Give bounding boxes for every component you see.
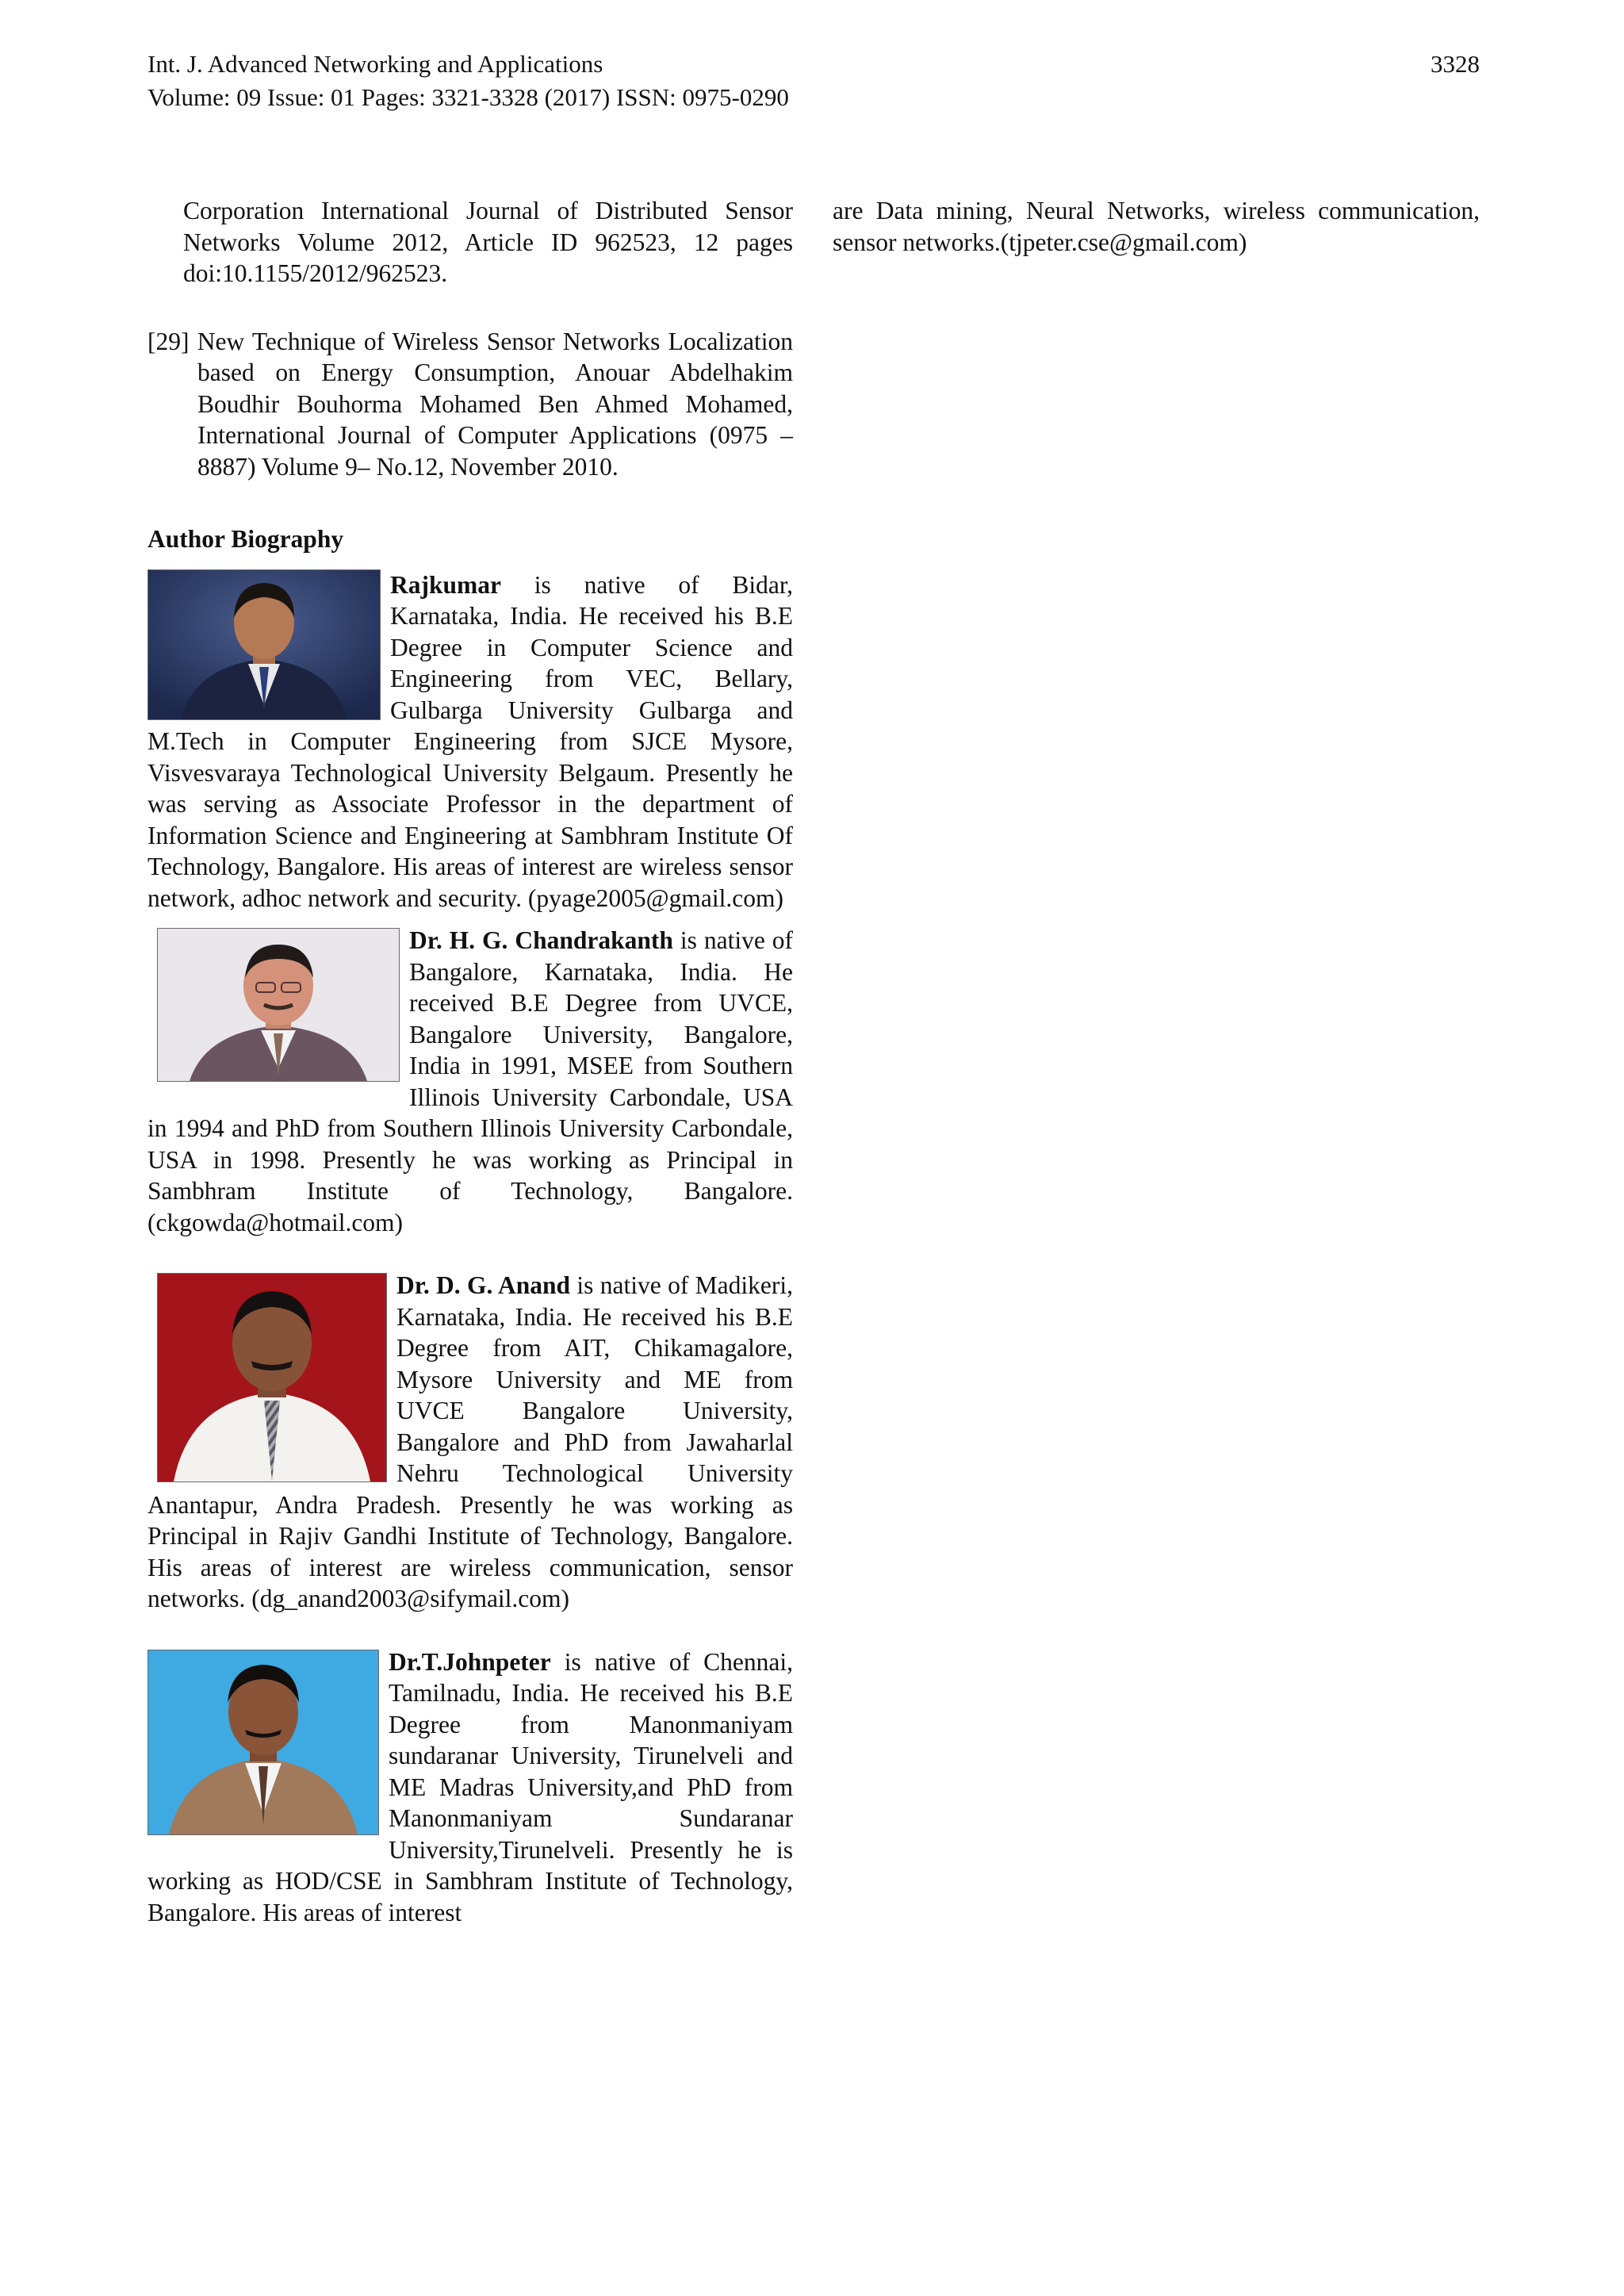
author-photo-chandrakanth — [157, 928, 400, 1082]
author-bio-1 — [147, 569, 793, 914]
journal-title: Int. J. Advanced Networking and Applications — [147, 50, 603, 78]
author-bio-text: is native of Bangalore, Karnataka, India. He received B.E Degree from UVCE, Bangalore University, Bangalore, India in 1991, MSEE from Southern Illinois University Carbondale, USA in 1994 and PhD from Southern Illinois University Carbondale, USA in 1998. Presently he was working as Principal in Sambhram Institute of Technology, Bangalore. (ckgowda@hotmail.com) — [147, 926, 793, 1236]
author-photo-johnpeter — [147, 1650, 379, 1835]
author-bio-text: is native of Chennai, Tamilnadu, India. He received his B.E Degree from Manonmaniyam sundaranar University, Tirunelveli and ME Madras University,and PhD from Manonmaniyam Sundaranar University,Tirunelveli. Presently he is working as HOD/CSE in Sambhram Institute of Technology, Bangalore. His areas of interest — [147, 1647, 793, 1926]
author-photo-anand — [157, 1273, 387, 1482]
left-column — [147, 195, 793, 1928]
author-name: Dr. D. G. Anand — [396, 1271, 571, 1299]
author-photo-rajkumar — [147, 569, 381, 720]
author-bio-2 — [147, 925, 793, 1238]
author-bio-text: is native of Bidar, Karnataka, India. He received his B.E Degree in Computer Science and Engineering from VEC, Bellary, Gulbarga University Gulbarga and M.Tech in Computer Engineering from SJCE Mysore, Visvesvaraya Technological University Belgaum. Presently he was serving as Associate Professor in the department of Information Science and Engineering at Sambhram Institute Of Technology, Bangalore. His areas of interest are wireless sensor network, adhoc network and security. (pyage2005@gmail.com) — [147, 570, 793, 912]
page-header — [147, 48, 1480, 114]
author-bio-text: is native of Madikeri, Karnataka, India. He received his B.E Degree from AIT, Chikamagalore, Mysore University and ME from UVCE Bangalore University, Bangalore and PhD from Jawaharlal Nehru Technological University Anantapur, Andra Pradesh. Presently he was working as Principal in Rajiv Gandhi Institute of Technology, Bangalore. His areas of interest are wireless communication, sensor networks. (dg_anand2003@sifymail.com) — [147, 1271, 793, 1612]
author-name: Dr.T.Johnpeter — [389, 1647, 551, 1676]
page-number: 3328 — [1431, 50, 1480, 78]
reference-continued: Corporation International Journal of Distributed Sensor Networks Volume 2012, Article ID 962523, 12 pages doi:10.1155/2012/962523. — [183, 197, 793, 287]
author-name: Rajkumar — [390, 570, 501, 599]
author-bio-4 — [147, 1646, 793, 1929]
right-column — [833, 195, 1480, 258]
author-biography-heading: Author Biography — [147, 525, 344, 553]
author-bio-4-continued: are Data mining, Neural Networks, wireless communication, sensor networks.(tjpeter.cse@gmail.com) — [833, 197, 1480, 256]
author-name: Dr. H. G. Chandrakanth — [409, 926, 673, 954]
volume-info: Volume: 09 Issue: 01 Pages: 3321-3328 (2017) ISSN: 0975-0290 — [147, 83, 789, 111]
reference-29: [29] New Technique of Wireless Sensor Networks Localization based on Energy Consumption, Anouar Abdelhakim Boudhir Bouhorma Mohamed Ben Ahmed Mohamed, International Journal of Computer Applications (0975 – 8887) Volume 9– No.12, November 2010. — [147, 327, 793, 481]
author-bio-3 — [147, 1270, 793, 1615]
